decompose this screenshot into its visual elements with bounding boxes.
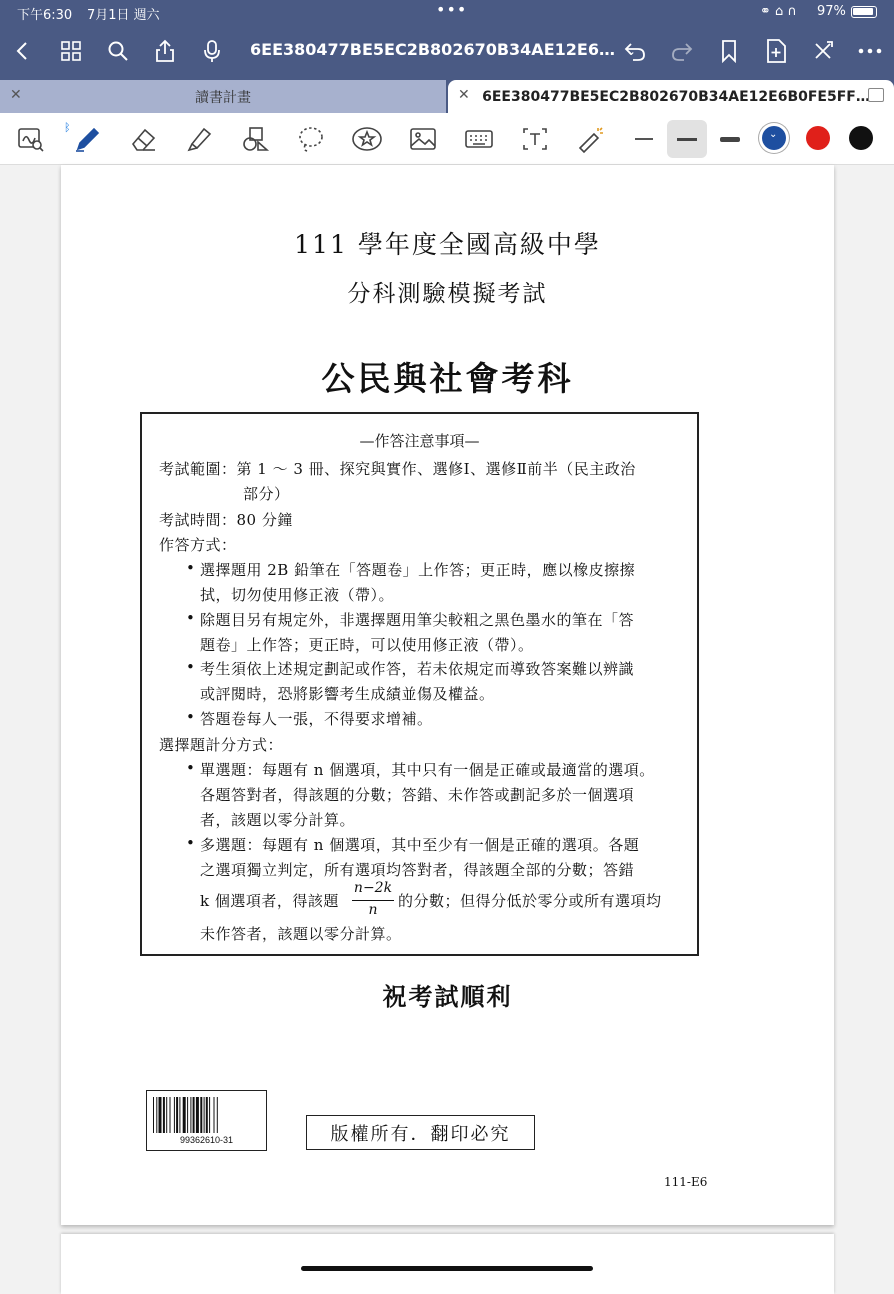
copyright-box: 版權所有．翻印必究: [306, 1115, 535, 1150]
tab-label: 6EE380477BE5EC2B802670B34AE12E6B0FE5FF…: [482, 88, 870, 105]
tab-close-icon[interactable]: ✕: [10, 87, 22, 103]
nav-row: [0, 30, 894, 74]
document-title[interactable]: [250, 40, 636, 59]
annotation-toolbar: [0, 113, 894, 165]
range-line2: 部分）: [243, 485, 290, 503]
fraction-denominator: n: [368, 902, 378, 918]
method-b3-line1: 考生須依上述規定劃記或作答，若未依規定而導致答案難以辨識: [200, 660, 635, 678]
status-time: 下午6:30: [17, 8, 73, 23]
tab-bar: [0, 80, 894, 113]
sticker-icon[interactable]: [348, 121, 386, 157]
notice-title: —作答注意事項—: [359, 432, 480, 450]
tab-close-icon[interactable]: ✕: [458, 87, 470, 103]
bullet-dot: •: [186, 658, 195, 676]
undo-icon[interactable]: [620, 36, 650, 66]
status-icons: ⚭ ⌂ ∩: [760, 4, 797, 19]
lasso-zoom-icon[interactable]: [12, 121, 50, 157]
tab-label: 讀書計畫: [195, 89, 251, 106]
multi-line1: 多選題：每題有 n 個選項，其中至少有一個是正確的選項。各題: [200, 836, 640, 854]
barcode: [146, 1090, 267, 1151]
fraction-numerator: n−2k: [353, 880, 393, 896]
method-b4-line1: 答題卷每人一張，不得要求增補。: [200, 710, 433, 728]
method-b3-line2: 或評閱時，恐將影響考生成績並傷及權益。: [200, 685, 495, 703]
method-b2-line2: 題卷」上作答；更正時，可以使用修正液（帶）。: [200, 636, 534, 654]
tab-reading-plan[interactable]: [0, 80, 446, 113]
close-x-icon[interactable]: [808, 36, 838, 66]
pen-icon[interactable]: [68, 121, 106, 157]
multi-line2: 之選項獨立判定，所有選項均答對者，得該題全部的分數；答錯: [200, 861, 635, 879]
heading-line1: 111 學年度全國高級中學: [294, 230, 601, 259]
share-icon[interactable]: [150, 36, 180, 66]
next-page: [61, 1234, 834, 1294]
method-heading: 作答方式：: [159, 536, 237, 554]
redo-icon[interactable]: [667, 36, 697, 66]
line-thin-option[interactable]: [624, 120, 664, 158]
image-icon[interactable]: [404, 121, 442, 157]
battery-icon: [851, 6, 877, 18]
color-black-swatch[interactable]: [849, 126, 873, 150]
document-title-text: 6EE380477BE5EC2B802670B34AE12E6…: [250, 40, 615, 59]
line-medium-option[interactable]: [667, 120, 707, 158]
bullet-dot: •: [186, 708, 195, 726]
time-line: 考試時間：80 分鐘: [159, 511, 293, 529]
bullet-dot: •: [186, 559, 195, 577]
laser-pointer-icon[interactable]: [572, 121, 610, 157]
back-icon[interactable]: [8, 36, 38, 66]
more-icon[interactable]: [855, 36, 885, 66]
barcode-bars: [153, 1097, 260, 1133]
bullet-dot: •: [186, 759, 195, 777]
method-b1-line2: 拭，切勿使用修正液（帶）。: [200, 586, 395, 604]
heading-line2: 分科測驗模擬考試: [347, 281, 548, 307]
multi-line4: 未作答者，該題以零分計算。: [200, 925, 402, 943]
bookmark-icon[interactable]: [714, 36, 744, 66]
notice-box: [140, 412, 699, 956]
eraser-icon[interactable]: [124, 121, 162, 157]
page-code: 111-E6: [664, 1175, 708, 1189]
top-bar: [0, 0, 894, 80]
multi-line3b: 的分數；但得分低於零分或所有選項均: [398, 892, 662, 910]
multi-line3a: k 個選項者，得該題: [200, 892, 339, 910]
barcode-number: 99362610-31: [179, 1135, 234, 1145]
highlighter-icon[interactable]: [180, 121, 218, 157]
single-line3: 者，該題以零分計算。: [200, 811, 356, 829]
battery-percent: 97%: [817, 4, 846, 19]
search-icon[interactable]: [103, 36, 133, 66]
multitask-dots-icon[interactable]: •••: [436, 0, 468, 19]
split-view-icon[interactable]: [868, 88, 884, 102]
good-luck-text: 祝考試順利: [382, 982, 513, 1011]
tab-current-document[interactable]: [448, 80, 894, 113]
fraction-bar: [352, 900, 394, 901]
status-date: 7月1日 週六: [87, 8, 160, 23]
subject-title: 公民與社會考科: [321, 359, 574, 398]
keyboard-icon[interactable]: [460, 121, 498, 157]
shapes-icon[interactable]: [236, 121, 274, 157]
grid-icon[interactable]: [56, 36, 86, 66]
color-blue-swatch[interactable]: ⌄: [762, 126, 786, 150]
document-page: [61, 165, 834, 1225]
single-line1: 單選題：每題有 n 個選項，其中只有一個是正確或最適當的選項。: [200, 761, 655, 779]
chevron-down-icon: ⌄: [626, 45, 636, 58]
scoring-heading: 選擇題計分方式：: [159, 736, 284, 754]
method-b1-line1: 選擇題用 2B 鉛筆在「答題卷」上作答；更正時，應以橡皮擦擦: [200, 561, 636, 579]
bullet-dot: •: [186, 834, 195, 852]
mic-icon[interactable]: [197, 36, 227, 66]
line-thick-option[interactable]: [710, 120, 750, 158]
add-page-icon[interactable]: [761, 36, 791, 66]
color-red-swatch[interactable]: [806, 126, 830, 150]
method-b2-line1: 除題目另有規定外，非選擇題用筆尖較粗之黑色墨水的筆在「答: [200, 611, 635, 629]
range-line1: 考試範圍：第 1 ～ 3 冊、探究與實作、選修Ⅰ、選修Ⅱ前半（民主政治: [159, 460, 636, 478]
single-line2: 各題答對者，得該題的分數；答錯、未作答或劃記多於一個選項: [200, 786, 635, 804]
bullet-dot: •: [186, 609, 195, 627]
home-indicator[interactable]: [301, 1266, 593, 1271]
bluetooth-icon: ᛒ: [64, 121, 71, 134]
textbox-icon[interactable]: [516, 121, 554, 157]
lasso-icon[interactable]: [292, 121, 330, 157]
